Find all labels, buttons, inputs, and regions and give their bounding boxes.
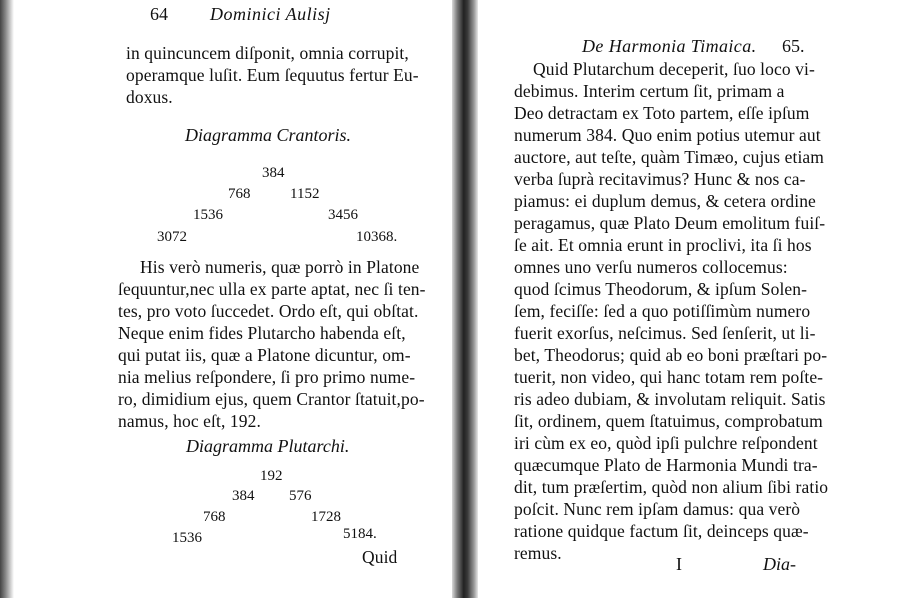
right-body-line-10: omnes uno verſu numeros collocemus: (514, 257, 788, 277)
crantor-number-1536: 1536 (193, 207, 223, 223)
right-body-line-6: verba ſuprà recitavimus? Hunc & nos ca- (514, 169, 806, 189)
plutarch-number-576: 576 (289, 488, 312, 504)
right-body-line-11: quod ſcimus Theodorum, & ipſum Solen- (514, 279, 808, 299)
page-edge-shadow (0, 0, 14, 598)
right-body-line-19: quæcumque Plato de Harmonia Mundi tra- (514, 455, 818, 475)
left-intro-line-3: doxus. (126, 87, 173, 107)
right-body-line-18: iri cùm ex eo, quòd ipſi pulchre reſpondent (514, 433, 818, 453)
left-body-line-3: tes, pro voto ſuccedet. Ordo eſt, qui obſtat. (118, 301, 419, 321)
book-gutter (452, 0, 478, 598)
right-body-line-8: peragamus, quæ Plato Deum emolitum fuiſ- (514, 213, 826, 233)
right-body-line-2: debimus. Interim certum ſit, primam a (514, 81, 785, 101)
right-body-line-20: dit, tum præſertim, quòd non alium ſibi ratio (514, 477, 829, 497)
right-page-number: 65. (782, 36, 805, 56)
crantor-number-10368: 10368. (356, 229, 398, 245)
right-body-line-16: ris adeo dubiam, & involutam reliquit. Satis (514, 389, 826, 409)
right-running-title: De Harmonia Timaica. (582, 36, 757, 56)
plutarch-number-384: 384 (232, 488, 255, 504)
left-page-number: 64 (150, 4, 168, 24)
right-body-line-23: remus. (514, 543, 562, 563)
right-catchword: Dia- (763, 554, 796, 574)
right-body-line-21: poſcit. Nunc rem ipſam damus: qua verò (514, 499, 801, 519)
right-body-line-5: auctore, aut teſte, quàm Timæo, cujus etiam (514, 147, 825, 167)
left-body-line-4: Neque enim fides Plutarcho habenda eſt, (118, 323, 406, 343)
left-running-title: Dominici Aulisj (210, 4, 331, 24)
right-body-line-17: ſit, ordinem, quem ſtatuimus, comprobatum (514, 411, 823, 431)
right-body-line-4: numerum 384. Quo enim potius utemur aut (514, 125, 821, 145)
left-body-line-5: qui putat iis, quæ a Platone dicuntur, om- (118, 345, 411, 365)
plutarch-number-192: 192 (260, 468, 283, 484)
diagram-plutarchi-caption: Diagramma Plutarchi. (186, 436, 350, 456)
crantor-number-1152: 1152 (290, 186, 320, 202)
left-body-line-8: namus, hoc eſt, 192. (118, 411, 261, 431)
left-body-line-7: ro, dimidium ejus, quem Crantor ſtatuit,po- (118, 389, 425, 409)
plutarch-number-5184: 5184. (343, 526, 377, 542)
plutarch-number-1728: 1728 (311, 509, 341, 525)
left-intro-line-1: in quincuncem diſponit, omnia corrupit, (126, 43, 409, 63)
right-page (478, 0, 900, 598)
right-body-line-7: piamus: ei duplum demus, & cetera ordine (514, 191, 816, 211)
right-body-line-12: ſem, feciſſe: ſed a quo potiſſimùm numero (514, 301, 811, 321)
right-body-line-22: ratione quidque factum ſit, deinceps quæ- (514, 521, 809, 541)
left-intro-line-2: operamque luſit. Eum ſequutus fertur Eu- (126, 65, 419, 85)
plutarch-number-1536: 1536 (172, 530, 202, 546)
right-body-line-9: ſe ait. Et omnia erunt in proclivi, ita ſi hos (514, 235, 812, 255)
right-body-line-1: Quid Plutarchum deceperit, ſuo loco vi- (533, 59, 815, 79)
crantor-number-768: 768 (228, 186, 251, 202)
right-body-line-14: bet, Theodorus; quid ab eo boni præſtari po- (514, 345, 828, 365)
crantor-number-384: 384 (262, 165, 285, 181)
right-body-line-3: Deo detractam ex Toto partem, eſſe ipſum (514, 103, 810, 123)
diagram-crantoris-caption: Diagramma Crantoris. (185, 125, 352, 145)
crantor-number-3072: 3072 (157, 229, 187, 245)
right-body-line-15: tuerit, non video, qui hanc totam rem poſte- (514, 367, 824, 387)
signature-mark: I (676, 554, 682, 574)
crantor-number-3456: 3456 (328, 207, 358, 223)
left-body-line-6: nia melius reſpondere, ſi pro primo nume- (118, 367, 416, 387)
plutarch-number-768: 768 (203, 509, 226, 525)
left-catchword: Quid (362, 547, 398, 567)
left-body-line-1: His verò numeris, quæ porrò in Platone (140, 257, 420, 277)
right-body-line-13: fuerit exorſus, neſcimus. Sed ſenſerit, ut li- (514, 323, 816, 343)
left-body-line-2: ſequuntur,nec ulla ex parte aptat, nec ſi ten- (118, 279, 426, 299)
